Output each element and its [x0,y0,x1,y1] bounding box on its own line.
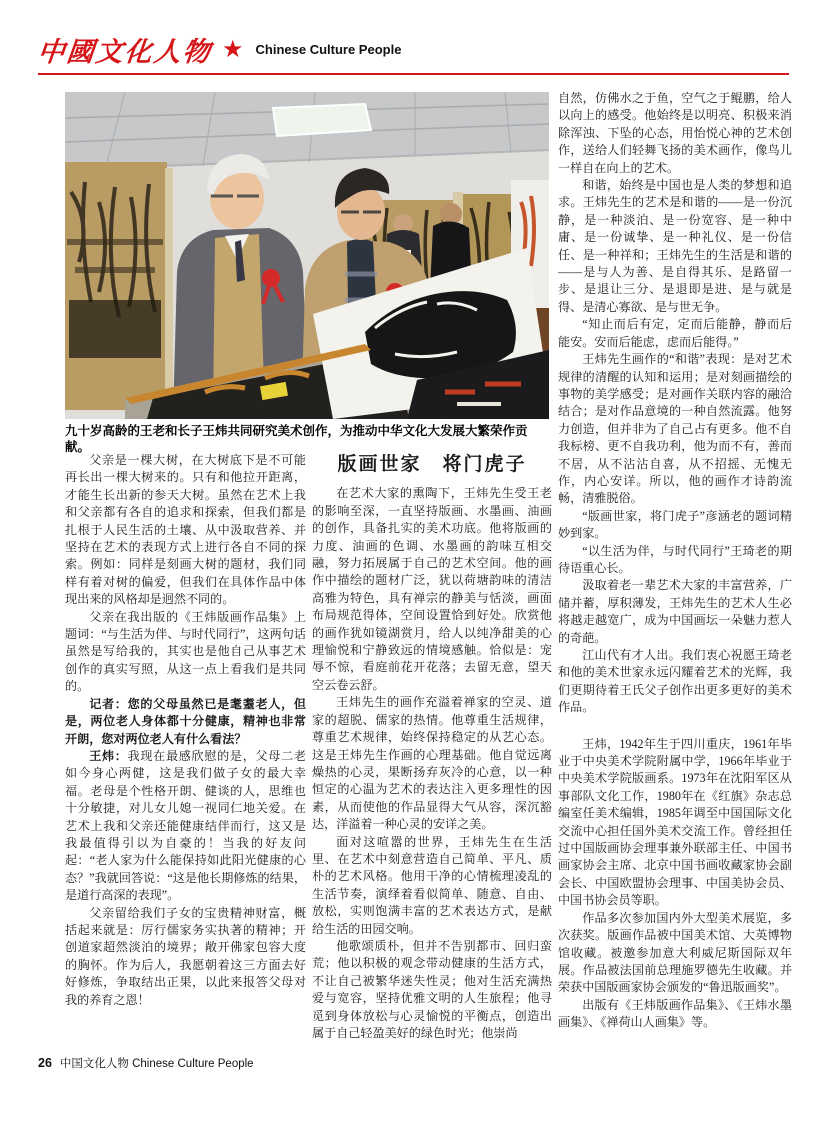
answer-text: 我现在最感欣慰的是，父母二老如今身心两健，这是我们做子女的最大幸福。老母是个性格开朗、健谈的人，思维也十分敏捷，对儿女儿媳一视同仁地关爱。在艺术上我和父亲还能健康结伴而行，这又是我最值得引以为自豪的！当我的好友问起：“老人家为什么能保持如此阳光健康的心态？”我就回答说：“这是他长期修炼的结果，是道行高深的表现”。 [65,748,306,903]
speaker-label: 王炜： [89,748,128,763]
wall-artworks-left [65,162,173,410]
star-icon: ★ [222,36,244,63]
paragraph: “版画世家，将门虎子”彦涵老的题词精妙到家。 [558,508,792,541]
magazine-logo [38,30,789,69]
middle-column [312,452,552,1042]
paragraph: 江山代有才人出。我们衷心祝愿王琦老和他的美术世家永远闪耀着艺术的光辉，我们更期待着王氏父子创作出更多更好的美术作品。 [558,648,792,715]
paragraph: 王炜先生画作的“和谐”表现：是对艺术规律的清醒的认知和运用；是对刻画描绘的事物的美学感受；是对画作关联内容的融洽结合；是对作品意境的一种自然流露。他努力创造，但并非为了自己占有更多。他不自我标榜、更不自我功利，他为而不有，善而不居，从不沾沾自喜，从不招摇、无愧无作，内心安详。所以，他的画作才诗韵流畅，清雅脱俗。 [558,352,792,506]
right-column [558,90,792,1032]
gallery-photo-illustration [65,92,549,419]
paragraph: 父亲留给我们子女的宝贵精神财富，概括起来就是：厉行儒家务实执著的精神；开创道家超然淡泊的境界；敞开佛家包容大度的胸怀。作为后人，我愿朝着这三方面去好好修炼，争取结出正果，以此来报答父母对我的养育之恩！ [65,905,306,1007]
artist-bio-paragraph: 王炜，1942年生于四川重庆，1961年毕业于中央美术学院附属中学，1966年毕业于中央美术学院版画系。1973年在沈阳军区从事部队文化工作，1980年在《红旗》杂志总编室任美术编辑，1985年调至中国国际文化交流中心担任国外美术交流工作。曾经担任过中国版画协会理事兼外联部主任、中国书画家协会主席、北京中国书画收藏家协会副会长、中国欧盟协会理事、中国美协会员、中国书协会员等职。 [558,736,792,908]
question-text: 您的父母虽然已是耄耋老人，但是，两位老人身体都十分健康，精神也非常开朗，您对两位老人有什么看法？ [65,696,306,746]
artist-bio-paragraph: 作品多次参加国内外大型美术展览，多次获奖。版画作品被中国美术馆、大英博物馆收藏。被邀参加意大利威尼斯国际双年展。作品被法国前总理施罗德先生收藏。并荣获中国版画家协会颁发的“鲁迅版画奖”。 [558,910,792,995]
paragraph: 和谐，始终是中国也是人类的梦想和追求。王炜先生的艺术是和谐的——是一份沉静，是一种淡泊、是一份宽容、是一种中庸、是一份诚挚、是一种礼仪、是一份信任、是一种祥和；王炜先生的生活是和谐的——是与人为善、是自得其乐、是路留一步、是退让三分、是退即是进、是与就是得、是清心寡欲、是与世无争。 [558,178,792,314]
page-footer [38,1055,254,1071]
header-divider-rule [38,73,789,75]
logo-english: Chinese Culture People [255,42,402,57]
speaker-label: 记者： [89,696,128,711]
paragraph-continuation: 自然，仿佛水之于鱼，空气之于鲲鹏，给人以向上的感受。他始终是以明亮、积极来消除浑浊、下坠的心态，用怡悦心神的艺术创作，送给人们轻舞飞扬的美术画作，像鸟儿一样自在向上的艺术。 [558,91,792,175]
quote-paragraph: “知止而后有定，定而后能静，静而后能安。安而后能虑，虑而后能得。” [558,317,792,349]
paragraph: 在艺术大家的熏陶下，王炜先生受王老的影响至深，一直坚持版画、水墨画、油画的创作，具备扎实的美术功底。他将版画的力度、油画的色调、水墨画的韵味互相交融，努力拓展属于自己的艺术空间。他的画作中描绘的题材广泛，犹以荷塘韵味的清洁高雅为特色，具有禅宗的静美与恬淡，画面布局规范得体，空间设置恰到好处。欣赏他的画作犹如镜湖赏月，给人以纯净甜美的心理愉悦和宁静致远的情境感触。恰似是：宠辱不惊，看庭前花开花落；去留无意，望天空云卷云舒。 [312,486,552,692]
logo-chinese-calligraphy: 中國文化人物 [36,37,214,68]
interview-answer [65,748,306,905]
paragraph: 父亲在我出版的《王炜版画作品集》上题词：“与生活为伴、与时代同行”，这两句话虽然是写给我的，其实也是他自己从事艺术创作的真实写照，从这一点上看我们是共同的。 [65,609,306,694]
photo-caption: 九十岁高龄的王老和长子王炜共同研究美术创作，为推动中华文化大发展大繁荣作贡献。 [65,424,528,454]
paragraph: 父亲是一棵大树，在大树底下是不可能再长出一棵大树来的。只有和他拉开距离，才能生长出新的参天大树。虽然在艺术上我和父亲都有各自的追求和探索，但我们都是扎根于人民生活的土壤、从中汲取营养、并坚持在艺术的表现方式上进行各自不同的探索。例如：同样是刻画大树的题材，我们同样有着对树的偏爱，但我们在具体作品中体现出来的风格却是迥然不同的。 [65,453,306,607]
paragraph: 面对这喧嚣的世界，王炜先生在生活里、在艺术中刻意营造自己简单、平凡、质朴的艺术风格。他用干净的心情梳理凌乱的生活节奏，演绎着看似简单、随意、自由、放松，实则饱满丰富的艺术表达方式，是献给生活的田园交响。 [312,834,552,936]
footer-text: 中国文化人物 Chinese Culture People [59,1058,254,1070]
page-number: 26 [38,1056,52,1070]
paragraph: 汲取着老一辈艺术大家的丰富营养，广储并蓄，厚积薄发，王炜先生的艺术人生必将越走越宽广，成为中国画坛一朵魅力惹人的奇葩。 [558,578,792,645]
gallery-photo [65,92,549,419]
paragraph: 王炜先生的画作充溢着禅家的空灵、道家的超脱、儒家的热情。他尊重生活规律，尊重艺术规律，始终保持稳定的从艺心态。这是王炜先生作画的心理基础。他自觉远离燥热的心灵，果断扬弃灰冷的心意，以一种恒定的心温为艺术的表达注入更多理性的因素，从而使他的作品显得大气从容，深沉豁达，洋溢着一种心灵的安详之美。 [312,695,552,832]
left-column [65,452,306,1009]
artist-bio-paragraph: 出版有《王炜版画作品集》、《王炜水墨画集》、《禅荷山人画集》等。 [558,997,792,1030]
paragraph: “以生活为伴，与时代同行”王琦老的期待语重心长。 [558,543,792,575]
article-title: 版画世家 将门虎子 [337,454,527,475]
page-header [38,30,789,70]
interview-question [65,696,306,748]
paragraph: 他歌颂质朴，但并不告别都市、回归蛮荒；他以积极的观念带动健康的生活方式，不让自己被繁华迷失性灵；他对生活充满热爱与宽容，坚持优雅文明的人生旅程；他寻觅到身体放松与心灵愉悦的平衡点，创造出属于自己轻盈美好的绿色时光；他崇尚 [312,938,552,1040]
